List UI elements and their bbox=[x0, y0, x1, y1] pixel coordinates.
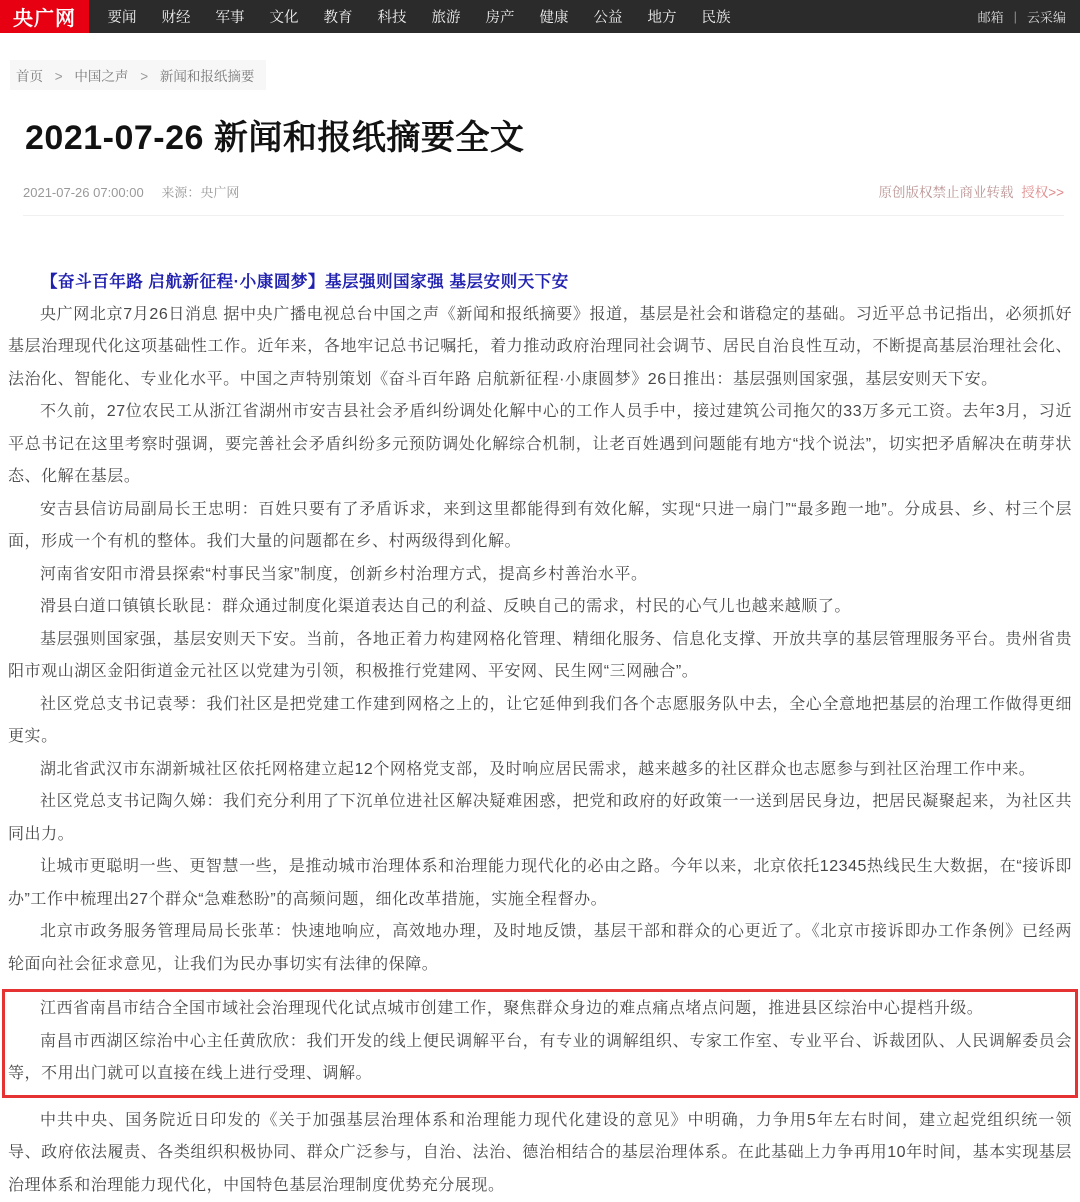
article-paragraph: 北京市政务服务管理局局长张革：快速地响应，高效地办理，及时地反馈，基层干部和群众的心更近了。《北京市接诉即办工作条例》已经两轮面向社会征求意见，让我们为民办事切实有法律的保障。 bbox=[8, 916, 1072, 981]
site-logo[interactable]: 央广网 bbox=[0, 0, 89, 33]
breadcrumb-home-link[interactable]: 首页 bbox=[16, 69, 43, 84]
nav-item-local[interactable]: 地方 bbox=[648, 6, 677, 27]
breadcrumb-current-page: 新闻和报纸摘要 bbox=[160, 69, 255, 84]
article-paragraph: 不久前，27位农民工从浙江省湖州市安吉县社会矛盾纠纷调处化解中心的工作人员手中，接过建筑公司拖欠的33万多元工资。去年3月，习近平总书记在这里考察时强调，要完善社会矛盾纠纷多元预防调处化解综合机制，让老百姓遇到问题能有地方“找个说法”，切实把矛盾解决在萌芽状态、化解在基层。 bbox=[8, 396, 1072, 494]
article-paragraph: 河南省安阳市滑县探索“村事民当家”制度，创新乡村治理方式，提高乡村善治水平。 bbox=[8, 559, 1072, 592]
article-lead-heading: 【奋斗百年路 启航新征程·小康圆梦】基层强则国家强 基层安则天下安 bbox=[8, 266, 1072, 299]
article-paragraph: 湖北省武汉市东湖新城社区依托网格建立起12个网格党支部，及时响应居民需求，越来越多的社区群众也志愿参与到社区治理工作中来。 bbox=[8, 754, 1072, 787]
breadcrumb-separator: > bbox=[55, 69, 63, 84]
article-paragraph: 社区党总支书记陶久娣：我们充分利用了下沉单位进社区解决疑难困惑，把党和政府的好政策一一送到居民身边，把居民凝聚起来，为社区共同出力。 bbox=[8, 786, 1072, 851]
article-paragraph: 中共中央、国务院近日印发的《关于加强基层治理体系和治理能力现代化建设的意见》中明确，力争用5年左右时间，建立起党组织统一领导、政府依法履责、各类组织积极协同、群众广泛参与，自治、法治、德治相结合的基层治理体系。在此基础上力争再用10年时间，基本实现基层治理体系和治理能力现代化，中国特色基层治理制度优势充分展现。 bbox=[8, 1105, 1072, 1202]
page-content bbox=[0, 33, 1080, 1202]
main-nav bbox=[95, 0, 743, 33]
article-body bbox=[8, 266, 1072, 1202]
publish-time: 2021-07-26 07:00:00 bbox=[23, 185, 144, 200]
article-paragraph: 央广网北京7月26日消息 据中央广播电视总台中国之声《新闻和报纸摘要》报道，基层是社会和谐稳定的基础。习近平总书记指出，必须抓好基层治理现代化这项基础性工作。近年来，各地牢记总书记嘱托，着力推动政府治理同社会调节、居民自治良性互动，不断提高基层治理社会化、法治化、智能化、专业化水平。中国之声特别策划《奋斗百年路 启航新征程·小康圆梦》26日推出：基层强则国家强，基层安则天下安。 bbox=[8, 299, 1072, 397]
top-navigation-bar bbox=[0, 0, 1080, 33]
nav-item-realestate[interactable]: 房产 bbox=[486, 6, 515, 27]
article-paragraph: 让城市更聪明一些、更智慧一些，是推动城市治理体系和治理能力现代化的必由之路。今年以来，北京依托12345热线民生大数据，在“接诉即办”工作中梳理出27个群众“急难愁盼”的高频问题，细化改革措施，实施全程督办。 bbox=[8, 851, 1072, 916]
nav-item-education[interactable]: 教育 bbox=[324, 6, 353, 27]
article-paragraph: 安吉县信访局副局长王忠明：百姓只要有了矛盾诉求，来到这里都能得到有效化解，实现“只进一扇门”“最多跑一地”。分成县、乡、村三个层面，形成一个有机的整体。我们大量的问题都在乡、村两级得到化解。 bbox=[8, 494, 1072, 559]
authorize-link[interactable]: 授权>> bbox=[1021, 185, 1064, 200]
nav-item-charity[interactable]: 公益 bbox=[594, 6, 623, 27]
breadcrumb bbox=[10, 60, 266, 90]
copyright-notice: 原创版权禁止商业转载 bbox=[878, 185, 1013, 200]
copyright-info bbox=[878, 181, 1064, 201]
highlighted-paragraph: 南昌市西湖区综治中心主任黄欣欣：我们开发的线上便民调解平台，有专业的调解组织、专家工作室、专业平台、诉裁团队、人民调解委员会等，不用出门就可以直接在线上进行受理、调解。 bbox=[8, 1026, 1072, 1091]
breadcrumb-separator: > bbox=[140, 69, 148, 84]
nav-item-travel[interactable]: 旅游 bbox=[432, 6, 461, 27]
nav-item-health[interactable]: 健康 bbox=[540, 6, 569, 27]
article-paragraph: 社区党总支书记袁琴：我们社区是把党建工作建到网格之上的，让它延伸到我们各个志愿服务队中去，全心全意地把基层的治理工作做得更细更实。 bbox=[8, 689, 1072, 754]
article-title: 2021-07-26 新闻和报纸摘要全文 bbox=[25, 110, 1072, 159]
nav-item-ethnic[interactable]: 民族 bbox=[702, 6, 731, 27]
topbar-separator: | bbox=[1014, 9, 1017, 24]
article-meta-row bbox=[23, 181, 1064, 216]
mailbox-link[interactable]: 邮箱 bbox=[978, 7, 1004, 26]
publish-info bbox=[23, 182, 239, 201]
nav-item-news[interactable]: 要闻 bbox=[108, 6, 137, 27]
topbar-right-links bbox=[978, 0, 1080, 33]
nav-item-culture[interactable]: 文化 bbox=[270, 6, 299, 27]
nav-item-tech[interactable]: 科技 bbox=[378, 6, 407, 27]
article-source: 来源：央广网 bbox=[161, 185, 239, 200]
breadcrumb-section-link[interactable]: 中国之声 bbox=[74, 69, 128, 84]
article-paragraph: 滑县白道口镇镇长耿昆：群众通过制度化渠道表达自己的利益、反映自己的需求，村民的心气儿也越来越顺了。 bbox=[8, 591, 1072, 624]
article-paragraph: 基层强则国家强，基层安则天下安。当前，各地正着力构建网格化管理、精细化服务、信息化支撑、开放共享的基层管理服务平台。贵州省贵阳市观山湖区金阳街道金元社区以党建为引领，积极推行党建网、平安网、民生网“三网融合”。 bbox=[8, 624, 1072, 689]
nav-item-finance[interactable]: 财经 bbox=[162, 6, 191, 27]
cloud-editor-link[interactable]: 云采编 bbox=[1027, 7, 1066, 26]
highlighted-annotation-box bbox=[2, 989, 1078, 1098]
nav-item-military[interactable]: 军事 bbox=[216, 6, 245, 27]
highlighted-paragraph: 江西省南昌市结合全国市域社会治理现代化试点城市创建工作，聚焦群众身边的难点痛点堵点问题，推进县区综治中心提档升级。 bbox=[8, 993, 1072, 1026]
